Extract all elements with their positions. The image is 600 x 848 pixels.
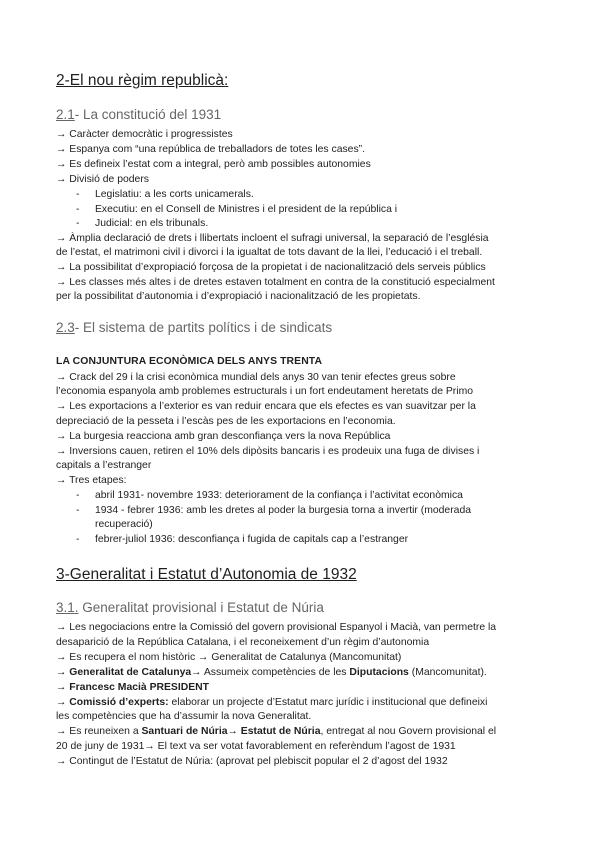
dash-bullet: - xyxy=(76,189,80,200)
list-item: → Tres etapes: xyxy=(56,475,127,486)
subsection-number: 2.3 xyxy=(56,320,75,335)
bold-term: Francesc Macià PRESIDENT xyxy=(69,682,210,693)
bold-term: Santuari de Núria→ Estatut de Núria xyxy=(141,726,321,737)
list-item xyxy=(56,696,487,709)
dash-bullet: - xyxy=(76,218,80,229)
bold-term: Comissió d’experts: xyxy=(69,697,169,708)
list-item-continued: desaparició de la República Catalana, i el reconeixement d’un règim d’autonomia xyxy=(56,637,430,648)
subsection-heading-3-1 xyxy=(56,600,324,615)
dash-bullet: - xyxy=(76,534,80,545)
list-item xyxy=(56,725,496,738)
section-heading-generalitat: 3-Generalitat i Estatut d’Autonomia de 1932 xyxy=(56,566,357,583)
subsection-title: - El sistema de partits polítics i de sindicats xyxy=(74,320,333,335)
list-item: → Es recupera el nom històric → Generalitat de Catalunya (Mancomunitat) xyxy=(56,652,402,663)
list-item: → Contingut de l’Estatut de Núria: (aprovat pel plebiscit popular el 2 d’agost del 1932 xyxy=(56,756,448,767)
subsection-number: 3.1. xyxy=(56,600,79,615)
sub-list-item: Legislatiu: a les corts unicamerals. xyxy=(95,189,254,200)
subsection-title: - La constitució del 1931 xyxy=(74,107,222,122)
list-item: → Espanya com “una república de treballadors de totes les cases”. xyxy=(56,144,365,155)
list-item-continued: l’economia espanyola amb problemes estructurals i un fort endeutament heretats de Primo xyxy=(56,386,474,397)
dash-bullet: - xyxy=(76,505,80,516)
dash-bullet: - xyxy=(76,204,80,215)
list-item: → Àmplia declaració de drets i llibertats incloent el sufragi universal, la separació de l’església xyxy=(56,233,489,244)
sub-list-item: 1934 - febrer 1936: amb les dretes al poder la burgesia torna a invertir (moderada xyxy=(95,505,472,516)
list-item xyxy=(56,681,209,694)
sub-list-item: febrer-juliol 1936: desconfiança i fugida de capitals cap a l’estranger xyxy=(95,534,409,545)
text-run: , entregat al nou Govern provisional el xyxy=(320,726,497,737)
dash-bullet: - xyxy=(76,490,80,501)
list-item: → La burgesia reacciona amb gran desconfiança vers la nova República xyxy=(56,431,391,442)
text-run: → Es reuneixen a xyxy=(56,726,142,737)
conjuntura-title: LA CONJUNTURA ECONÒMICA DELS ANYS TRENTA xyxy=(56,356,323,367)
subsection-number: 2.1 xyxy=(56,107,75,122)
subsection-heading-2-1 xyxy=(56,107,221,122)
bold-term: Generalitat de Catalunya xyxy=(69,667,192,678)
list-item: → Les classes més altes i de dretes estaven totalment en contra de la constitució especialment xyxy=(56,277,495,288)
list-item: → Les exportacions a l’exterior es van reduir encara que els efectes es van suavitzar per la xyxy=(56,401,476,412)
sub-list-item: Executiu: en el Consell de Ministres i el president de la república i xyxy=(95,204,398,215)
arrow-prefix: → xyxy=(56,697,70,708)
list-item: → Es defineix l’estat com a integral, però amb possibles autonomies xyxy=(56,159,371,170)
text-run: elaborar un projecte d’Estatut marc jurídic i institucional que defineixi xyxy=(168,697,488,708)
list-item: → Divisió de poders xyxy=(56,174,149,185)
sub-list-item-continued: recuperació) xyxy=(95,519,153,530)
list-item: → Les negociacions entre la Comissió del govern provisional Espanyol i Macià, van permetre la xyxy=(56,622,497,633)
sub-list-item: abril 1931- novembre 1933: deteriorament de la confiança i l’activitat econòmica xyxy=(95,490,463,501)
list-item: → Inversions cauen, retiren el 10% dels dipòsits bancaris i es prodeuix una fuga de divises i xyxy=(56,446,480,457)
arrow-prefix: → xyxy=(56,682,70,693)
list-item: → Caràcter democràtic i progressistes xyxy=(56,129,233,140)
text-run: (Mancomunitat). xyxy=(408,667,487,678)
list-item-continued: depreciació de la pesseta i l’escàs pes de les exportacions en l’economia. xyxy=(56,416,396,427)
bold-term: Diputacions xyxy=(349,667,409,678)
list-item-continued: 20 de juny de 1931→ El text va ser votat favorablement en referèndum l’agost de 1931 xyxy=(56,741,456,752)
subsection-heading-2-3 xyxy=(56,320,332,335)
sub-list-item: Judicial: en els tribunals. xyxy=(95,218,209,229)
list-item: → La possibilitat d’expropiació forçosa de la propietat i de nacionalització dels serveis públics xyxy=(56,262,486,273)
arrow-prefix: → xyxy=(56,667,70,678)
list-item-continued: de l’estat, el matrimoni civil i divorci i la igualtat de tots davant de la llei, l’educació i el treball. xyxy=(56,247,483,258)
section-heading-regim: 2-El nou règim republicà: xyxy=(56,72,229,89)
list-item xyxy=(56,666,487,679)
subsection-title: Generalitat provisional i Estatut de Núria xyxy=(78,600,324,615)
list-item-continued: per la possibilitat d’autonomia i d’expropiació i nacionalització de les propietats. xyxy=(56,291,421,302)
list-item-continued: capitals a l’estranger xyxy=(56,460,152,471)
list-item: → Crack del 29 i la crisi econòmica mundial dels anys 30 van tenir efectes greus sobre xyxy=(56,372,456,383)
list-item-continued: les competències que ha d’assumir la nova Generalitat. xyxy=(56,711,312,722)
text-run: → Assumeix competències de les xyxy=(191,667,350,678)
